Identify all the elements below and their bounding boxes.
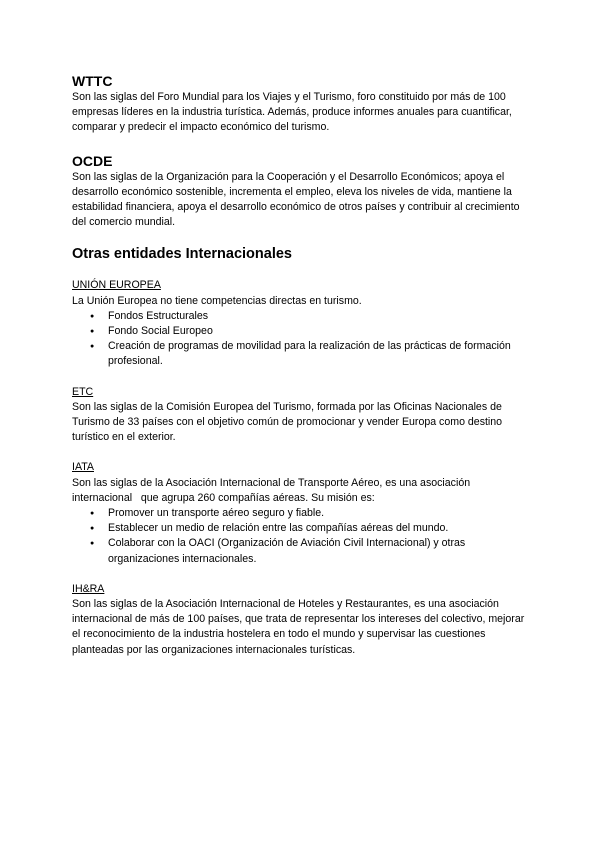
paragraph-wttc: Son las siglas del Foro Mundial para los Viajes y el Turismo, foro constituido por más de 100 empresas líderes en la industria turística. Además, produce informes anuales para cuantificar, comparar y predecir el impacto económico del turismo.	[72, 91, 512, 134]
paragraph-ocde: Son las siglas de la Organización para la Cooperación y el Desarrollo Económicos; apoya el desarrollo económico sostenible, incrementa el empleo, eleva los niveles de vida, mantiene la estabilidad financiera, apoya el desarrollo económico de otros países y contribuir al crecimiento del comercio mundial.	[72, 170, 520, 229]
paragraph-etc: Son las siglas de la Comisión Europea del Turismo, formada por las Oficinas Nacionales de Turismo de 33 países con el objetivo común de promocionar y vender Europa como destino turístico en el exterior.	[72, 400, 503, 444]
paragraph-ihra: Son las siglas de la Asociación Internacional de Hoteles y Restaurantes, es una asociación internacional de más de 100 países, que trata de representar los intereses del colectivo, mejorar el reconocimiento de la industria hostelera en todo el mundo y supervisar las cuestiones planteadas por las organizaciones internacionales turísticas.	[72, 598, 525, 656]
heading-wttc: WTTC	[72, 73, 113, 89]
subheading-iata: IATA	[72, 461, 94, 474]
list-item: ● Colaborar con la OACI (Organización de Aviación Civil Internacional) y otras organizaciones internacionales.	[108, 536, 528, 566]
list-item: ● Establecer un medio de relación entre las compañías aéreas del mundo.	[108, 521, 528, 536]
list-item: ● Promover un transporte aéreo seguro y fiable.	[108, 506, 528, 521]
list-item: ● Fondo Social Europeo	[108, 324, 528, 339]
list-iata	[72, 506, 528, 567]
list-union-europea	[72, 309, 528, 370]
paragraph-union-europea: La Unión Europea no tiene competencias directas en turismo.	[72, 294, 362, 307]
list-item: ● Fondos Estructurales	[108, 309, 528, 324]
heading-ocde: OCDE	[72, 152, 113, 169]
subheading-ihra: IH&RA	[72, 582, 105, 595]
paragraph-iata: Son las siglas de la Asociación Internacional de Transporte Aéreo, es una asociación internacional que agrupa 260 compañías aéreas. Su misión es:	[72, 476, 474, 504]
subheading-etc: ETC	[72, 385, 94, 398]
list-item: ● Creación de programas de movilidad para la realización de las prácticas de formación profesional.	[108, 339, 528, 369]
subheading-union-europea: UNIÓN EUROPEA	[72, 279, 161, 292]
heading-otras-entidades: Otras entidades Internacionales	[72, 246, 292, 263]
